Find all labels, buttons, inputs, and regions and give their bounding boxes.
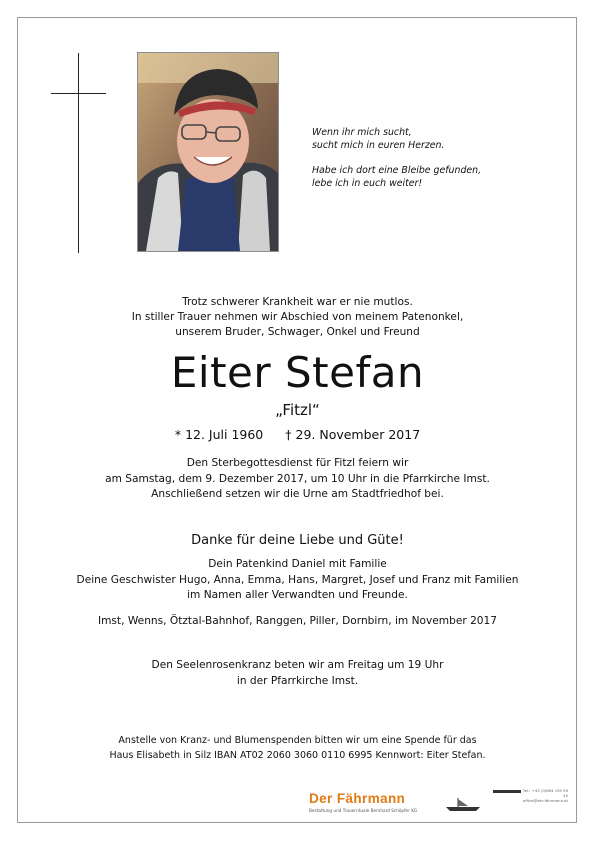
family-line: Deine Geschwister Hugo, Anna, Emma, Hans, Margret, Josef und Franz mit Familien bbox=[76, 573, 519, 586]
service-line: Den Sterbegottesdienst für Fitzl feiern wir bbox=[186, 457, 409, 469]
service-line: am Samstag, dem 9. Dezember 2017, um 10 Uhr in die Pfarrkirche Imst. bbox=[105, 472, 490, 485]
family-line: Dein Patenkind Daniel mit Familie bbox=[208, 558, 387, 570]
cross-icon-vertical bbox=[78, 53, 79, 253]
donation-line: Haus Elisabeth in Silz IBAN AT02 2060 3060 0110 6995 Kennwort: Eiter Stefan. bbox=[109, 749, 486, 761]
memorial-poem bbox=[312, 126, 481, 202]
donation-text bbox=[0, 734, 595, 763]
donation-line: Anstelle von Kranz- und Blumenspenden bitten wir um eine Spende für das bbox=[118, 735, 477, 746]
cross-icon-horizontal bbox=[51, 93, 106, 94]
contact-phone: Tel.: +43 (0)664 195 99 40 bbox=[522, 788, 568, 798]
intro-line: In stiller Trauer nehmen wir Abschied von meinem Patenonkel, bbox=[131, 311, 464, 323]
birth-date: * 12. Juli 1960 bbox=[174, 427, 264, 442]
intro-line: unserem Bruder, Schwager, Onkel und Freund bbox=[175, 326, 420, 338]
contact-email: office@der-fährmann.at bbox=[522, 798, 568, 803]
family-line: im Namen aller Verwandten und Freunde. bbox=[187, 589, 408, 602]
funeral-home-subtitle: Bestattung und Trauerrituale Bernhard Schöpfer KG bbox=[309, 808, 418, 813]
death-date: † 29. November 2017 bbox=[285, 427, 421, 442]
poem-line: sucht mich in euren Herzen. bbox=[312, 140, 445, 151]
portrait-photo bbox=[137, 52, 279, 252]
boat-icon bbox=[444, 796, 482, 816]
poem-line: lebe ich in euch weiter! bbox=[312, 178, 423, 189]
life-dates bbox=[0, 427, 595, 443]
poem-line: Wenn ihr mich sucht, bbox=[312, 127, 412, 138]
rosary-line: Den Seelenrosenkranz beten wir am Freitag um 19 Uhr bbox=[151, 659, 444, 671]
thanks-heading: Danke für deine Liebe und Güte! bbox=[191, 533, 404, 548]
funeral-service-text bbox=[0, 456, 595, 503]
divider bbox=[493, 790, 521, 793]
family-text bbox=[0, 557, 595, 604]
rosary-line: in der Pfarrkirche Imst. bbox=[236, 674, 359, 687]
deceased-name: Eiter Stefan bbox=[170, 348, 425, 397]
deceased-nickname: „Fitzl“ bbox=[275, 401, 320, 419]
funeral-home-logo: Der Fährmann bbox=[309, 791, 406, 806]
service-line: Anschließend setzen wir die Urne am Stadtfriedhof bei. bbox=[151, 488, 444, 501]
funeral-home-contact bbox=[488, 788, 568, 803]
intro-text bbox=[0, 295, 595, 340]
rosary-text bbox=[0, 658, 595, 689]
page-frame bbox=[17, 17, 577, 823]
poem-line: Habe ich dort eine Bleibe gefunden, bbox=[312, 165, 482, 176]
intro-line: Trotz schwerer Krankheit war er nie mutlos. bbox=[182, 296, 413, 308]
places-date: Imst, Wenns, Ötztal-Bahnhof, Ranggen, Piller, Dornbirn, im November 2017 bbox=[97, 615, 498, 627]
